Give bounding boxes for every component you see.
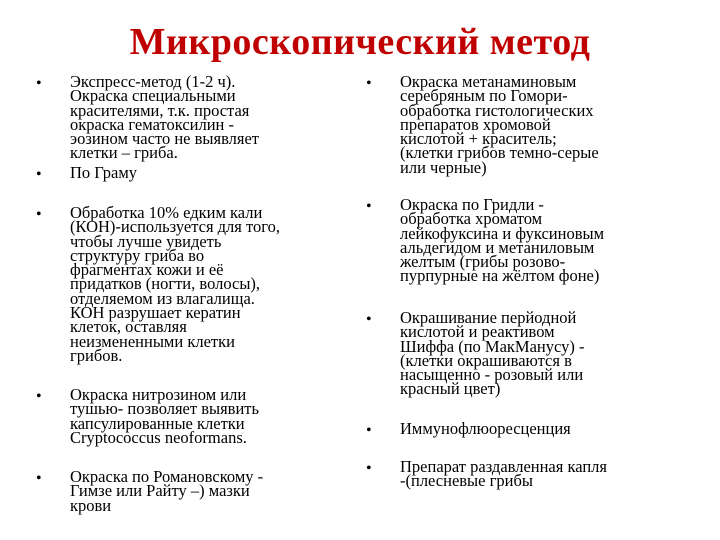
list-item-text: Окрашивание перйодной кислотой и реактивом Шиффа (по МакМанусу) - (клетки окрашиваются в насыщенно - розовый или красный цвет) (400, 308, 585, 399)
list-item (366, 72, 599, 177)
list-item-text: Окраска по Гридли - обработка хроматом лейкофуксина и фуксиновым альдегидом и метаниловым желтым (грибы розово- пурпурные на жёлтом фоне) (400, 195, 605, 286)
list-item (36, 385, 260, 447)
bullet-icon: • (366, 198, 372, 215)
list-item-text: Окраска по Романовскому - Гимзе или Райту –) мазки крови (70, 467, 264, 515)
bullet-icon: • (36, 206, 42, 223)
list-item-text: Окраска нитрозином или тушью- позволяет выявить капсулированные клетки Cryptococcus neoformans. (70, 385, 260, 447)
bullet-icon: • (366, 75, 372, 92)
bullet-icon: • (366, 311, 372, 328)
bullet-icon: • (366, 422, 372, 439)
list-item-text: Обработка 10% едким кали (КОН)-используется для того, чтобы лучше увидеть структуру гриба во фрагментах кожи и её придатков (ногти, волосы), отделяемом из влагалища. КОН разрушает кератин клеток, оставляя неизмененными клетки грибов. (70, 203, 280, 365)
list-item (366, 195, 605, 286)
slide-title: Микроскопический метод (129, 21, 591, 63)
list-item (36, 203, 280, 365)
list-item-text: Экспресс-метод (1-2 ч). Окраска специальными красителями, т.к. простая окраска гематоксилин - эозином часто не выявляет клетки – гриба. (70, 72, 260, 163)
list-item (36, 467, 264, 515)
bullet-icon: • (36, 388, 42, 405)
list-item-text: По Граму (70, 163, 138, 182)
bullet-icon: • (36, 75, 42, 92)
list-item (366, 308, 585, 399)
bullet-icon: • (366, 460, 372, 477)
list-item (366, 457, 607, 491)
bullet-icon: • (36, 166, 42, 183)
list-item-text: Иммунофлюоресценция (400, 419, 571, 438)
list-item (36, 72, 260, 163)
list-item (366, 419, 571, 439)
bullet-icon: • (36, 470, 42, 487)
list-item (36, 163, 138, 183)
list-item-text: Препарат раздавленная капля -(плесневые грибы (400, 457, 607, 491)
list-item-text: Окраска метанаминовым серебряным по Гомори- обработка гистологических препаратов хромовой кислотой + краситель; (клетки грибов темно-серые или черные) (400, 72, 599, 177)
